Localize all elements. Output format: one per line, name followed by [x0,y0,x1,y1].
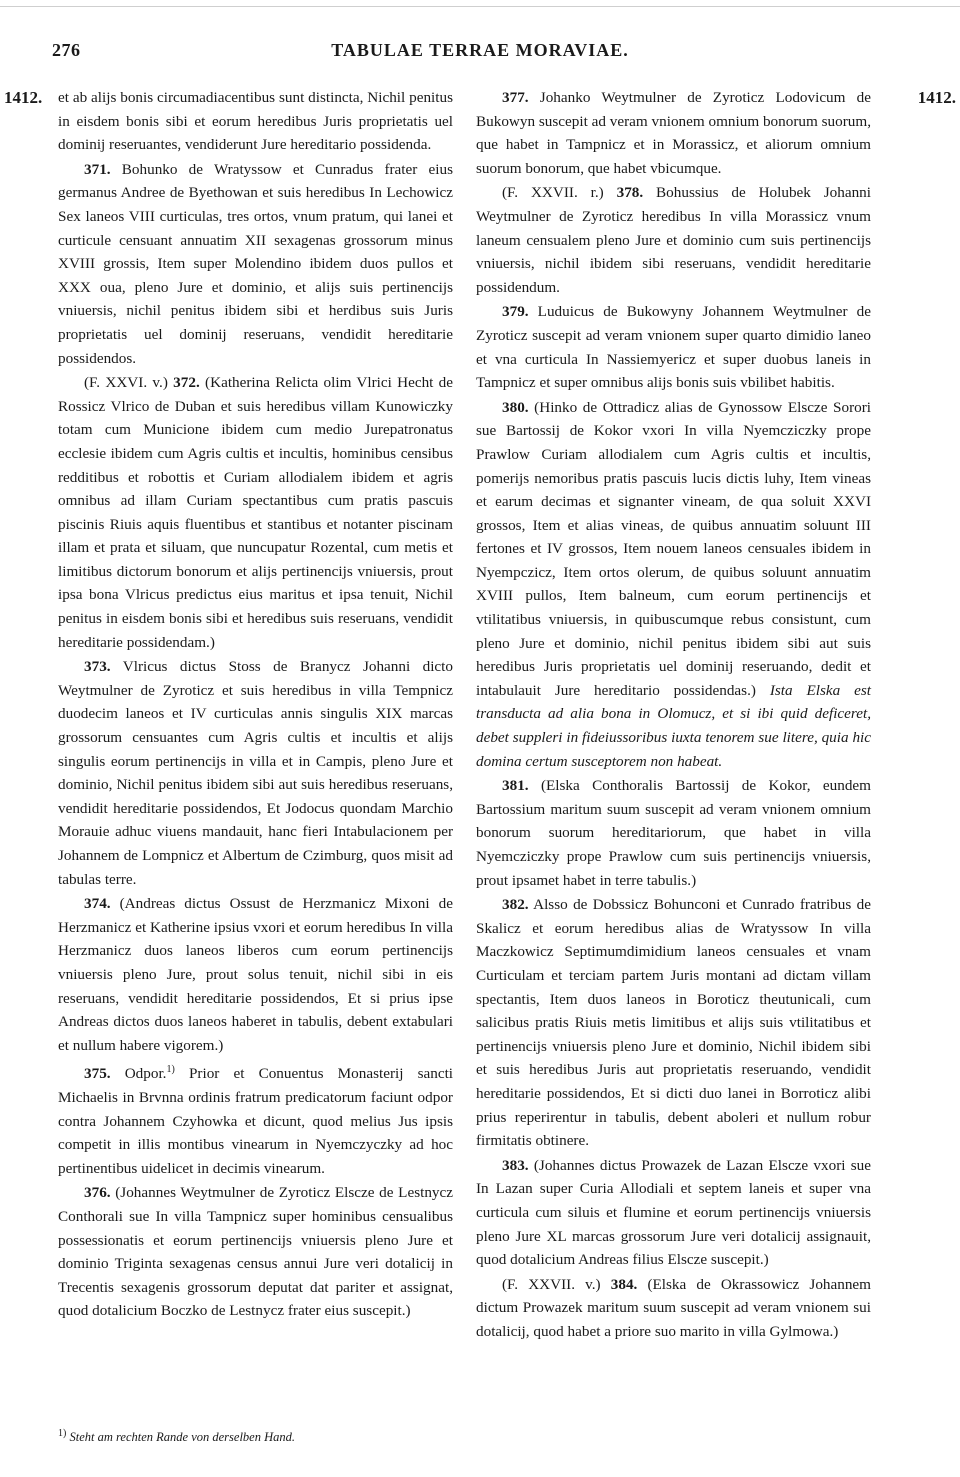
left-column [58,86,453,1324]
entry-text: Bohunko de Wratyssow et Cunradus frater eius germanus Andree de Byethowan et suis heredibus In Lechowicz Sex laneos VIII curticulas, tres ortos, vnum pratum, qui lanei et curticule censuant annuatim XII sexagenas grossorum minus XVIII grossis, Item super Molendino ibidem duos pullos et XXX oua, pleno Jure et dominio, et alijs suis pertinencijs vniuersis, nichil penitus ibidem sibi et herdibus suis Juris proprietatis uel dominij reseruans, vendidit hereditarie possidendos. [58,160,453,367]
entry-374 [58,892,453,1057]
entry-number: 382. [502,896,529,914]
italic-annotation: Ista Elska est transducta ad alia bona in Olomucz, et si ibi quid deficeret, debet suppleri in fideiussoribus iuxta tenorem sue litere, quia hic domina certum susceptorem non habeat. [476,681,872,770]
entry-376 [58,1181,453,1323]
right-column [476,86,871,1344]
folio-reference: (F. XXVII. v.) [502,1275,601,1293]
entry-number: 377. [502,89,529,106]
entry-continuation [58,86,453,157]
entry-number: 379. [502,303,529,321]
footnote-text: Steht am rechten Rande von derselben Hand. [69,1430,295,1445]
entry-378 [476,181,871,299]
entry-text: Prior et Conuentus Monasterij sancti Michaelis in Brvnna ordinis fratrum predicatorum faciunt odpor contra Johannem Czyhowka et dicunt, quod melius Jus ipsis competit in illis montibus vinearum in Nyemczyczky ad hoc pertinentibus uidelicet in decimis vinearum. [58,1065,454,1177]
entry-text: Johanko Weytmulner de Zyroticz Lodovicum de Bukowyn suscepit ad veram vnionem omnium bonorum suorum, que habet in Tampnicz et in Morassicz, et aliorum omnium suorum bonorum, que habet vbicumque. [476,89,872,177]
entry-377 [476,86,871,180]
entry-text: Alsso de Dobssicz Bohunconi et Cunrado fratribus de Skalicz et eorum heredibus alias de Wratyssow In villa Maczkowicz Septimumdimidium laneos censuales et vnam Curticulam et terciam partem Juris montani ad dictam villam spectantis, Item duos laneos in Boroticz theutunicali, cum salicibus pratis Riuis metis limitibus et alijs suis vtilitatibus et pertinencijs vniuersis pleno Jure et dominio, Nichil ibidem sibi et suis heredibus Juris aut proprietatis reseruando, vendidit hereditarie possidendos, Et si dicti duo lanei in Borroticz alibi prius reperirentur in tabulis, debent aboleri et nullum robur firmitatis obtinere. [476,896,871,1150]
folio-reference: (F. XXVI. v.) [84,374,168,392]
margin-year-right: 1412. [917,88,956,107]
entry-number: 376. [84,1184,111,1202]
footnote-marker: 1) [166,1064,175,1076]
entry-373 [58,655,453,891]
entry-text: (Katherina Relicta olim Vlrici Hecht de Rossicz Vlrico de Duban et suis heredibus villam Kunowiczky totam cum Municione ibidem cum medio Jurepatronatus ecclesie ibidem cum Agris cultis et incultis, hominibus censibus redditibus et robottis et Curiam allodialem ibidem et agris omnibus ad illam Curiam spectantibus cum pratis pascuis piscinis Riuis aquis fluentibus et stantibus et notanter piscinam illam et prata et siluam, que nuncupatur Rozental, cum metis et limitibus dictorum bonorum et alijs pertinencijs vniuersis, prout ipsa bona Vlricus predictus eius maritus et ipsa tenuit, Nichil penitus in eisdem bonis sibi et heredibus suis reseruans, vendidit hereditarie possidendam.) [58,374,454,651]
entry-number: 378. [616,184,644,202]
entry-text: (Elska Conthoralis Bartossij de Kokor, eundem Bartossium maritum suum suscepit ad veram vnionem omnium bonorum suorum hereditariorum, que habet in villa Nyemcziczky prope Prawlow cum suis pertinencijs vniuersis, prout ipsamet habet in terre tabulis.) [476,777,871,889]
entry-text: Luduicus de Bukowyny Johannem Weytmulner de Zyroticz suscepit ad veram vnionem super quarto dimidio laneo et vna curticula In Nassiemyericz et super duobus laneis in Tampnicz et super omnibus alijs bonis suis vbilibet habitis. [476,303,871,392]
entry-380 [476,396,871,774]
margin-year-left: 1412. [4,88,43,107]
entry-text: Vlricus dictus Stoss de Branycz Johanni dicto Weytmulner de Zyroticz et suis heredibus in villa Tempnicz duodecim laneos et IV curticulas annis singulis XIX marcas grossorum censuantes cum Agris cultis et incultis et alijs singulis eorum pertinencijs in villa et in Campis, pleno Jure et dominio, Nichil penitus ibidem sibi aut suis heredibus reseruans, vendidit hereditarie possidendos, Et Jodocus quondam Marchio Morauie adhuc viuens mandauit, hanc fieri Intabulacionem per Johannem de Lompnicz et Albertum de Czimburg, quos misit ad tabulas terre. [58,658,453,888]
odpor-label: Odpor. [124,1065,167,1083]
footnote-marker: 1) [58,1428,67,1439]
page-header [52,40,908,70]
running-title: TABULAE TERRAE MORAVIAE. [331,40,629,60]
entry-number: 381. [502,777,529,795]
entry-number: 380. [502,398,529,416]
entry-number: 383. [502,1156,529,1174]
entry-text: (Hinko de Ottradicz alias de Gynossow Elscze Sorori sue Bartossij de Kokor vxori In villa Nyemcziczky prope Prawlow Curiam allodialem cum Agris cultis et incultis, pomerijs nemoribus pratis pascuis lucis dictis luhy, Item vineas et earum decimas et signanter vineam, de qua soluit XXVI grossos, Item et alias vineas, de quibus annuatim soluunt III fertones et IV grossos, Item nouem laneos censuales ibidem in Nyempczicz, Item ortos olerum, de quibus soluunt annuatim XVIII pullos, Item balneum, cum eorum pertinencijs et vtilitatibus vniuersis, in quibuscumque rebus consistunt, cum pleno Jure et dominio, nichil penitus ibidem sibi aut suis heredibus Juris proprietatis uel dominij reseruando, dedit et intabulauit Jure hereditario possidendas.) [476,398,872,699]
entry-number: 375. [84,1065,111,1083]
entry-number: 384. [610,1275,638,1293]
entry-text: et ab alijs bonis circumadiacentibus sunt distincta, Nichil penitus in eisdem bonis sibi et eorum heredibus Juris proprietatis uel dominij reseruantes, vendiderunt Jure hereditario possidenda. [58,89,453,154]
entry-379 [476,300,871,394]
entry-375 [58,1058,453,1180]
entry-384 [476,1273,871,1344]
footnote [58,1428,295,1445]
entry-number: 372. [173,374,200,392]
entry-number: 374. [84,895,111,913]
entry-text: Bohussius de Holubek Johanni Weytmulner de Zyroticz heredibus In villa Morassicz vnum laneum censualem pleno Jure et dominio cum suis pertinencijs vniuersis, nichil ibidem sibi reseruans, vendidit hereditarie possidendum. [476,184,871,296]
entry-text: (Andreas dictus Ossust de Herzmanicz Mixoni de Herzmanicz et Katherine ipsius vxori et eorum heredibus In villa Herzmanicz duos laneos liberos cum eorum pertinencijs vniuersis pleno Jure, prout solus tenuit, nichil sibi in eis reseruans, vendidit hereditarie possidendos, Et si prius ipse Andreas dictos duos laneos haberet in tabulis, debent extabulari et nullum habere vigorem.) [58,895,453,1054]
entry-text: (Johannes Weytmulner de Zyroticz Elscze de Lestnycz Conthorali sue In villa Tampnicz super hominibus censualibus possessionatis et eorum pertinencijs vniuersis pleno Jure et dominio Triginta sexagenas census annui Jure veri dotalicij in Trecentis sexagenis grossorum deputat dat pariter et assignat, quod dotalicium Boczko de Lestnycz frater eius suscepit.) [58,1184,453,1320]
entry-383 [476,1154,871,1272]
entry-number: 371. [84,160,111,178]
entry-number: 373. [84,658,111,676]
entry-text: (Elska de Okrassowicz Johannem dictum Prowazek maritum suum suscepit ad veram vnionem sui dotalicij, quod habet a priore suo marito in villa Gylmowa.) [476,1275,871,1340]
entry-371 [58,158,453,370]
entry-382 [476,893,871,1153]
entry-381 [476,774,871,892]
top-edge-rule [0,6,960,7]
entry-text: (Johannes dictus Prowazek de Lazan Elscze vxori sue In Lazan super Curia Allodiali et septem laneis et super vna curticula cum siluis et flumine et eorum pertinencijs vniuersis pleno Jure XL marcas grossorum Jure veri dotalicij assignauit, quod dotalicium Andreas filius Elscze suscepit.) [476,1156,872,1269]
page-number: 276 [52,40,81,60]
folio-reference: (F. XXVII. r.) [502,184,604,202]
entry-372 [58,371,453,654]
